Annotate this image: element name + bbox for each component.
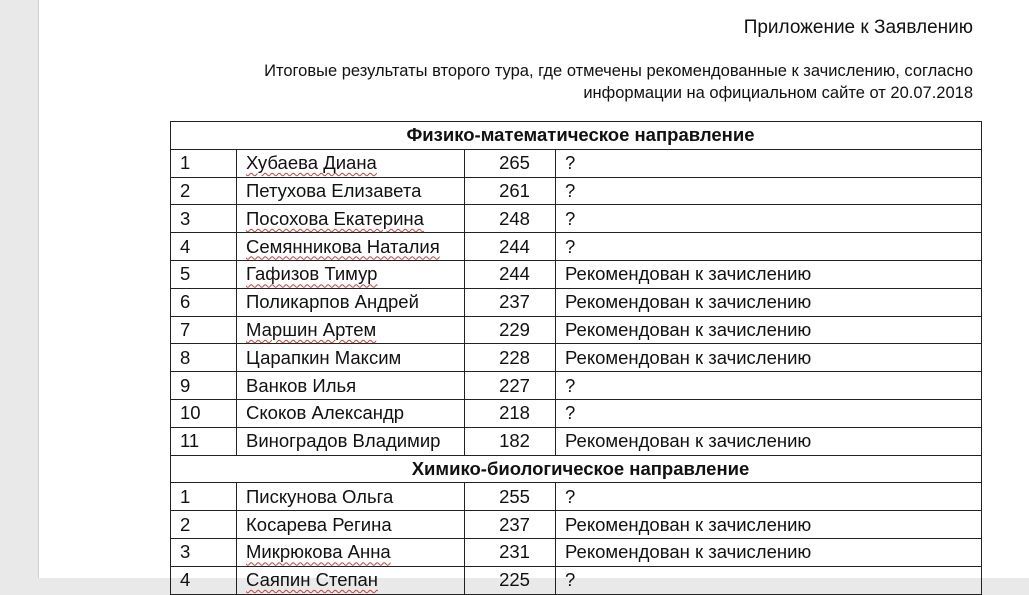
score: 255	[465, 483, 556, 511]
score: 182	[465, 427, 556, 455]
student-name: Петухова Елизавета	[237, 177, 465, 205]
status: Рекомендован к зачислению	[556, 427, 982, 455]
student-name-text: Микрюкова Анна	[246, 541, 391, 563]
student-name	[237, 205, 465, 233]
student-name	[237, 260, 465, 288]
status: ?	[556, 205, 982, 233]
score: 228	[465, 344, 556, 372]
row-number: 5	[171, 260, 237, 288]
section-header-row	[171, 455, 982, 483]
status: ?	[556, 177, 982, 205]
student-name: Косарева Регина	[237, 511, 465, 539]
section-title: Физико-математическое направление	[171, 122, 982, 150]
section-title: Химико-биологическое направление	[171, 455, 982, 483]
score: 231	[465, 538, 556, 566]
results-table	[170, 121, 982, 595]
status: ?	[556, 233, 982, 261]
status: Рекомендован к зачислению	[556, 344, 982, 372]
table-row	[171, 566, 982, 594]
table-row	[171, 233, 982, 261]
student-name-text: Маршин Артем	[246, 318, 377, 340]
score: 265	[465, 149, 556, 177]
student-name-text: Хубаева Диана	[246, 152, 377, 174]
student-name-text: Саяпин Степан	[246, 569, 379, 591]
intro-line-1: Итоговые результаты второго тура, где отмечены рекомендованные к зачислению, согласно	[264, 62, 973, 80]
status: ?	[556, 566, 982, 594]
row-number: 8	[171, 344, 237, 372]
row-number: 1	[171, 149, 237, 177]
section-header-row	[171, 122, 982, 150]
score: 227	[465, 372, 556, 400]
student-name-text: Семянникова Наталия	[246, 235, 440, 257]
status: Рекомендован к зачислению	[556, 288, 982, 316]
score: 229	[465, 316, 556, 344]
row-number: 2	[171, 511, 237, 539]
row-number: 11	[171, 427, 237, 455]
row-number: 3	[171, 538, 237, 566]
student-name: Виноградов Владимир	[237, 427, 465, 455]
table-row	[171, 372, 982, 400]
status: ?	[556, 372, 982, 400]
row-number: 10	[171, 399, 237, 427]
appendix-title: Приложение к Заявлению	[743, 17, 973, 38]
student-name	[237, 149, 465, 177]
score: 248	[465, 205, 556, 233]
student-name	[237, 566, 465, 594]
row-number: 6	[171, 288, 237, 316]
score: 237	[465, 288, 556, 316]
score: 237	[465, 511, 556, 539]
student-name	[237, 538, 465, 566]
table-row	[171, 427, 982, 455]
student-name-text: Посохова Екатерина	[246, 207, 424, 229]
status: Рекомендован к зачислению	[556, 260, 982, 288]
intro-line-2: информации на официальном сайте от 20.07.2018	[583, 84, 973, 102]
row-number: 4	[171, 566, 237, 594]
status: Рекомендован к зачислению	[556, 538, 982, 566]
table-row	[171, 511, 982, 539]
student-name	[237, 233, 465, 261]
row-number: 2	[171, 177, 237, 205]
row-number: 9	[171, 372, 237, 400]
score: 225	[465, 566, 556, 594]
status: Рекомендован к зачислению	[556, 511, 982, 539]
student-name: Пискунова Ольга	[237, 483, 465, 511]
document-page	[38, 0, 1029, 591]
status: ?	[556, 483, 982, 511]
table-row	[171, 399, 982, 427]
table-row	[171, 538, 982, 566]
status: Рекомендован к зачислению	[556, 316, 982, 344]
score: 218	[465, 399, 556, 427]
student-name: Ванков Илья	[237, 372, 465, 400]
table-row	[171, 344, 982, 372]
student-name: Поликарпов Андрей	[237, 288, 465, 316]
table-row	[171, 260, 982, 288]
table-row	[171, 288, 982, 316]
row-number: 1	[171, 483, 237, 511]
student-name	[237, 316, 465, 344]
score: 244	[465, 260, 556, 288]
student-name: Царапкин Максим	[237, 344, 465, 372]
table-row	[171, 483, 982, 511]
row-number: 4	[171, 233, 237, 261]
score: 261	[465, 177, 556, 205]
row-number: 3	[171, 205, 237, 233]
student-name-text: Гафизов Тимур	[246, 263, 378, 285]
row-number: 7	[171, 316, 237, 344]
table-row	[171, 177, 982, 205]
student-name: Скоков Александр	[237, 399, 465, 427]
score: 244	[465, 233, 556, 261]
table-row	[171, 149, 982, 177]
intro-text	[264, 60, 973, 104]
status: ?	[556, 149, 982, 177]
status: ?	[556, 399, 982, 427]
table-row	[171, 316, 982, 344]
table-row	[171, 205, 982, 233]
